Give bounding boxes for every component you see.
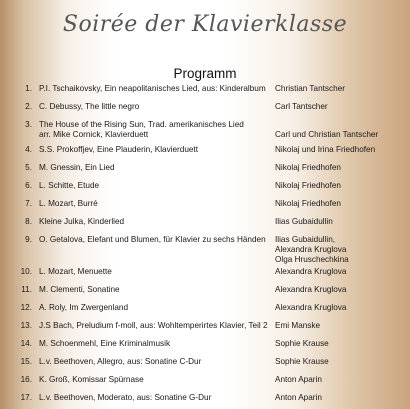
piece-line: S.S. Prokoffjev, Eine Plauderin, Klavierduett — [39, 145, 198, 154]
item-number: 13. — [20, 321, 32, 330]
item-performer — [275, 339, 410, 349]
piece-line: K. Groß, Komissar Spürnase — [39, 375, 144, 384]
page-title: Soirée der Klavierklasse — [62, 12, 348, 37]
performer-line: Alexandra Kruglova — [275, 245, 347, 254]
item-number: 15. — [20, 357, 32, 366]
piece-line: M. Schoenmehl, Eine Kriminalmusik — [39, 339, 171, 348]
item-piece — [39, 120, 269, 140]
piece-line: Kleine Julka, Kinderlied — [39, 217, 125, 226]
logo-mark — [215, 0, 235, 5]
item-piece — [39, 181, 269, 191]
performer-line: Alexandra Kruglova — [275, 267, 347, 276]
piece-line: M. Gnessin, Ein Lied — [39, 163, 115, 172]
item-performer — [275, 84, 410, 94]
item-piece — [39, 357, 269, 367]
piece-line: L. Mozart, Burré — [39, 199, 98, 208]
item-piece — [39, 235, 269, 245]
item-performer — [275, 102, 410, 112]
item-performer — [275, 235, 410, 265]
item-piece — [39, 375, 269, 385]
item-performer — [275, 217, 410, 227]
item-piece — [39, 303, 269, 313]
item-performer — [275, 285, 410, 295]
item-piece — [39, 321, 269, 331]
performer-line: Carl und Christian Tantscher — [275, 130, 379, 139]
item-piece — [39, 84, 269, 94]
item-performer — [275, 163, 410, 173]
piece-line: O. Getalova, Elefant und Blumen, für Klavier zu sechs Händen — [39, 235, 266, 244]
item-performer — [275, 267, 410, 277]
performer-line: Nikolaj Friedhofen — [275, 163, 341, 172]
item-piece — [39, 199, 269, 209]
item-number: 7. — [25, 199, 32, 208]
item-performer — [275, 303, 410, 313]
item-number: 2. — [25, 102, 32, 111]
piece-line: C. Debussy, The little negro — [39, 102, 140, 111]
item-number: 14. — [20, 339, 32, 348]
item-performer — [275, 321, 410, 331]
performer-line: Sophie Krause — [275, 339, 329, 348]
program-heading: Programm — [173, 66, 237, 81]
piece-line: arr. Mike Cornick, Klavierduett — [39, 130, 149, 139]
performer-line: Nikolaj Friedhofen — [275, 199, 341, 208]
performer-line: Alexandra Kruglova — [275, 303, 347, 312]
performer-line: Nikolaj Friedhofen — [275, 181, 341, 190]
performer-line: Alexandra Kruglova — [275, 285, 347, 294]
item-number: 6. — [25, 181, 32, 190]
performer-line: Olga Hruschechkina — [275, 255, 349, 264]
item-performer — [275, 357, 410, 367]
item-piece — [39, 285, 269, 295]
piece-line: L.v. Beethoven, Moderato, aus: Sonatine G-Dur — [39, 393, 212, 402]
item-number: 16. — [20, 375, 32, 384]
piece-line: L.v. Beethoven, Allegro, aus: Sonatine C-Dur — [39, 357, 202, 366]
piece-line: L. Mozart, Menuette — [39, 267, 112, 276]
item-piece — [39, 102, 269, 112]
item-number: 9. — [25, 235, 32, 244]
item-number: 4. — [25, 145, 32, 154]
item-piece — [39, 393, 269, 403]
item-number: 8. — [25, 217, 32, 226]
item-piece — [39, 217, 269, 227]
item-performer — [275, 393, 410, 403]
performer-line: Sophie Krause — [275, 357, 329, 366]
item-piece — [39, 339, 269, 349]
performer-line: Ilias Gubaidullin — [275, 217, 333, 226]
performer-line: Anton Aparin — [275, 393, 322, 402]
piece-line: M. Clementi, Sonatine — [39, 285, 120, 294]
performer-line: Carl Tantscher — [275, 102, 328, 111]
item-number: 3. — [25, 120, 32, 129]
piece-line: P.I. Tschaikovsky, Ein neapolitanisches Lied, aus: Kinderalbum — [39, 84, 266, 93]
piece-line: A. Roly, Im Zwergenland — [39, 303, 129, 312]
piece-line: The House of the Rising Sun, Trad. amerikanisches Lied — [39, 120, 244, 129]
item-piece — [39, 163, 269, 173]
performer-line: Christian Tantscher — [275, 84, 345, 93]
item-piece — [39, 267, 269, 277]
performer-line: Anton Aparin — [275, 375, 322, 384]
item-piece — [39, 145, 269, 155]
performer-line: Ilias Gubaidullin, — [275, 235, 336, 244]
item-number: 12. — [20, 303, 32, 312]
piece-line: L. Schitte, Etude — [39, 181, 100, 190]
item-number: 1. — [25, 84, 32, 93]
performer-line: Emi Manske — [275, 321, 321, 330]
item-performer — [275, 145, 410, 155]
item-number: 10. — [20, 267, 32, 276]
item-number: 5. — [25, 163, 32, 172]
item-performer — [275, 375, 410, 385]
performer-line: Nikolaj und Irina Friedhofen — [275, 145, 376, 154]
item-performer — [275, 130, 410, 140]
item-performer — [275, 181, 410, 191]
item-number: 17. — [20, 393, 32, 402]
item-number: 11. — [21, 285, 32, 294]
piece-line: J.S Bach, Preludium f-moll, aus: Wohltemperirtes Klavier, Teil 2 — [39, 321, 268, 330]
item-performer — [275, 199, 410, 209]
